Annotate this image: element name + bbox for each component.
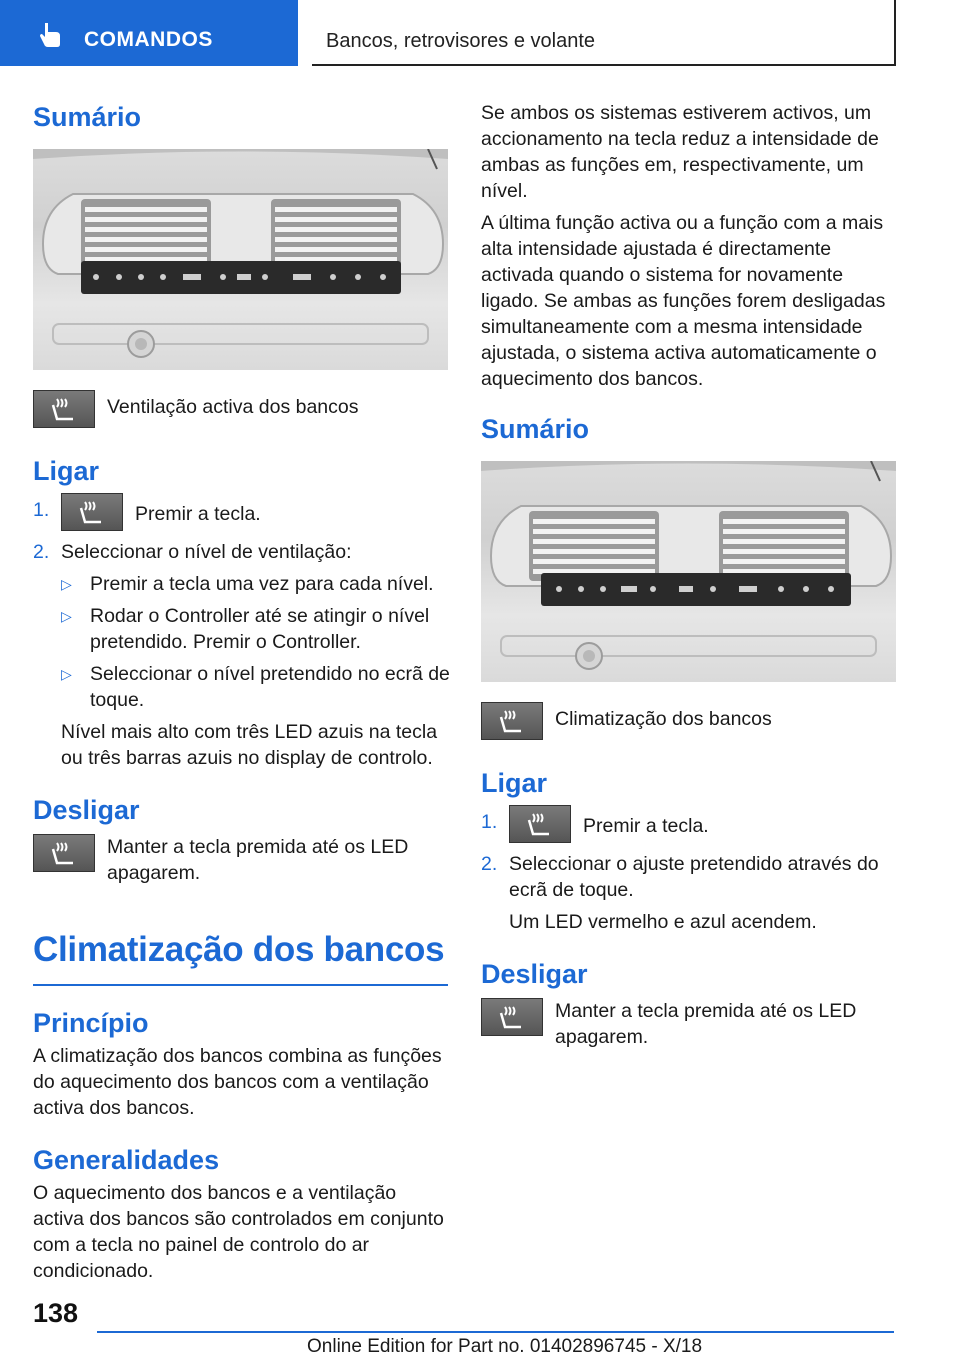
- summary-heading: Sumário: [481, 414, 590, 444]
- general-text: O aquecimento dos bancos e a ventilação activa dos bancos são controlados em conjunto com a tecla no painel de controlo do ar condicionado.: [33, 1182, 444, 1282]
- left-column: [33, 100, 451, 1284]
- on-step-1: [33, 497, 451, 531]
- on-step-2: [33, 539, 451, 771]
- climate-panel-illustration: [33, 149, 448, 370]
- edition-text: Online Edition for Part no. 01402896745 - X/18: [307, 1336, 703, 1357]
- bullet-item: ▷ Rodar o Controller até se atingir o nível pretendido. Premir o Controller.: [61, 605, 430, 653]
- climate-panel-illustration: [481, 461, 896, 682]
- off-row: [33, 834, 451, 886]
- footer-rule: [97, 1331, 894, 1333]
- step-number: 1.: [33, 499, 50, 521]
- pointing-hand-icon: [36, 20, 64, 48]
- intro-paragraph-1: Se ambos os sistemas estiverem activos, um accionamento na tecla reduz a intensidade de ambas as funções em, respectivamente, um nível.: [481, 102, 879, 202]
- page-header: [0, 0, 960, 66]
- vent-caption-row: [33, 390, 451, 428]
- bullet-item: ▷ Seleccionar o nível pretendido no ecrã de toque.: [61, 663, 450, 711]
- bullet-item: ▷ Premir a tecla uma vez para cada nível.: [61, 573, 434, 595]
- climate-panel-photo: [33, 149, 448, 370]
- vent-caption: Ventilação activa dos bancos: [107, 396, 359, 418]
- on-bullets: [61, 571, 451, 713]
- chapter-heading: Climatização dos bancos: [33, 930, 445, 969]
- on-step-1: [481, 809, 899, 843]
- right-column: [481, 100, 899, 1050]
- seat-ventilation-icon: [33, 834, 95, 872]
- principle-heading: Princípio: [33, 1008, 149, 1038]
- section-label: Bancos, retrovisores e volante: [326, 30, 596, 52]
- clim-caption-row: [481, 702, 899, 740]
- on-steps: [33, 497, 451, 771]
- climate-panel-photo: [481, 461, 896, 682]
- step-text: Seleccionar o ajuste pretendido através do ecrã de toque.: [509, 853, 879, 901]
- on-note: Um LED vermelho e azul acendem.: [509, 911, 817, 933]
- off-row: [481, 998, 899, 1050]
- seat-climate-icon: [481, 702, 543, 740]
- off-text: Manter a tecla premida até os LED apagarem.: [107, 836, 409, 884]
- off-heading: Desligar: [481, 959, 588, 989]
- page-number: 138: [33, 1298, 79, 1328]
- step-text: Premir a tecla.: [583, 815, 709, 837]
- heading-rule: [33, 984, 448, 986]
- step-number: 1.: [481, 811, 498, 833]
- off-heading: Desligar: [33, 795, 140, 825]
- on-note: Nível mais alto com três LED azuis na tecla ou três barras azuis no display de controlo.: [61, 721, 438, 769]
- triangle-bullet-icon: ▷: [61, 666, 72, 682]
- chapter-tab[interactable]: [0, 0, 298, 66]
- seat-ventilation-icon: [33, 390, 95, 428]
- general-heading: Generalidades: [33, 1145, 220, 1175]
- on-steps: [481, 809, 899, 935]
- seat-ventilation-icon: [61, 493, 123, 531]
- triangle-bullet-icon: ▷: [61, 608, 72, 624]
- principle-text: A climatização dos bancos combina as funções do aquecimento dos bancos com a ventilação activa dos bancos.: [33, 1045, 442, 1119]
- clim-caption: Climatização dos bancos: [555, 708, 772, 730]
- step-text: Seleccionar o nível de ventilação:: [61, 541, 352, 563]
- intro-paragraph-2: A última função activa ou a função com a mais alta intensidade ajustada é directamente activada quando o sistema for novamente ligado. Se ambas as funções forem desligadas simultaneamente com a mesma intensidade ajustada, o sistema activa automaticamente o aquecimento dos bancos.: [481, 212, 886, 390]
- triangle-bullet-icon: ▷: [61, 576, 72, 592]
- step-number: 2.: [481, 853, 498, 875]
- off-text: Manter a tecla premida até os LED apagarem.: [555, 1000, 857, 1048]
- on-step-2: [481, 851, 899, 935]
- seat-climate-icon: [481, 998, 543, 1036]
- seat-climate-icon: [509, 805, 571, 843]
- step-number: 2.: [33, 541, 50, 563]
- summary-heading: Sumário: [33, 102, 142, 132]
- on-heading: Ligar: [33, 456, 100, 486]
- step-text: Premir a tecla.: [135, 503, 261, 525]
- on-heading: Ligar: [481, 768, 548, 798]
- chapter-label: COMANDOS: [84, 28, 213, 51]
- section-tab[interactable]: [312, 0, 896, 66]
